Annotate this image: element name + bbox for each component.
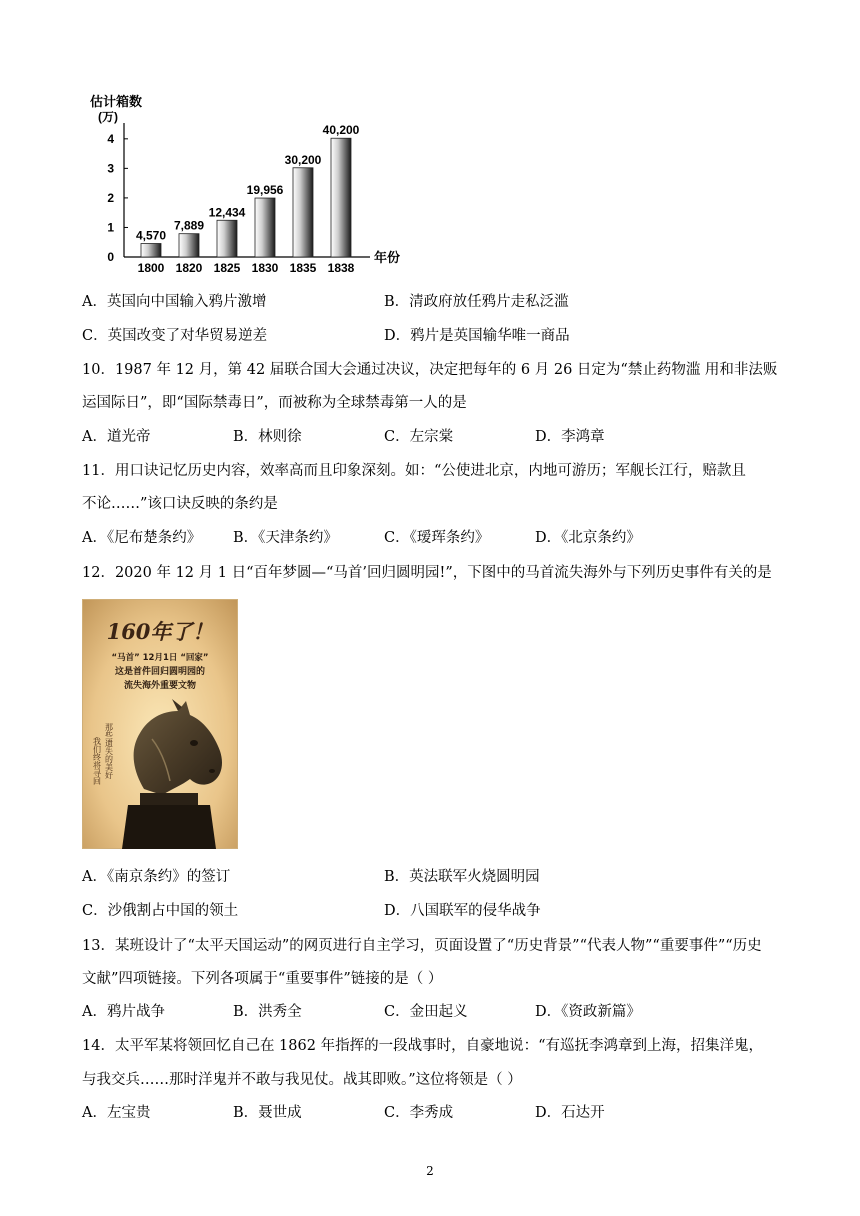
chart-y-ticks bbox=[107, 132, 128, 264]
q13-option-b[interactable]: B．洪秀全 bbox=[233, 1004, 302, 1020]
q13-option-c[interactable]: C．金田起义 bbox=[384, 1004, 468, 1020]
q11-option-c[interactable]: C．《瑷珲条约》 bbox=[384, 530, 490, 546]
q12-stem-line1: 12．2020 年 12 月 1 日“百年梦圆—“马首’回归圆明园!”，下图中的马首流失海外与下列历史事件有关的是 bbox=[82, 565, 772, 581]
q10-option-c[interactable]: C．左宗棠 bbox=[384, 429, 454, 445]
chart-y-tick-label: 1 bbox=[107, 220, 114, 235]
poster-side-text-left: 我们终将寻回 bbox=[92, 737, 102, 785]
q13-option-d[interactable]: D．《资政新篇》 bbox=[535, 1004, 641, 1020]
q14-option-c[interactable]: C．李秀成 bbox=[384, 1105, 454, 1121]
poster-subline-2: 这是首件回归圆明园的 bbox=[114, 667, 206, 677]
chart-value-label: 12,434 bbox=[208, 205, 246, 220]
chart-ylabel-line2: (万) bbox=[98, 110, 118, 124]
q12-option-c[interactable]: C．沙俄割占中国的领土 bbox=[82, 903, 239, 919]
q11-option-b[interactable]: B．《天津条约》 bbox=[233, 530, 338, 546]
q13-stem-line1: 13．某班设计了“太平天国运动”的网页进行自主学习，页面设置了“历史背景”“代表人物”“重要事件”“历史 bbox=[82, 938, 762, 954]
q14-option-a[interactable]: A．左宝贵 bbox=[82, 1105, 151, 1121]
q14-option-d[interactable]: D．石达开 bbox=[535, 1105, 605, 1121]
poster-headline: 160年了！ bbox=[106, 619, 214, 644]
chart-value-label: 30,200 bbox=[284, 152, 322, 167]
chart-x-tick-label: 1800 bbox=[137, 261, 165, 275]
chart-bar bbox=[141, 243, 161, 257]
q10-option-d[interactable]: D．李鸿章 bbox=[535, 429, 605, 445]
q10-option-b[interactable]: B．林则徐 bbox=[233, 429, 302, 445]
chart-y-tick-label: 4 bbox=[107, 131, 114, 146]
q14-option-b[interactable]: B．聂世成 bbox=[233, 1105, 302, 1121]
opium-import-bar-chart bbox=[80, 90, 420, 280]
q13-stem-line2: 文献”四项链接。下列各项属于“重要事件”链接的是（ ） bbox=[82, 971, 443, 987]
q10-stem-line2: 运国际日”，即“国际禁毒日”，而被称为全球禁毒第一人的是 bbox=[82, 395, 467, 411]
q11-stem-line2: 不论……”该口诀反映的条约是 bbox=[82, 496, 278, 512]
chart-bar bbox=[255, 198, 275, 257]
q11-stem-line1: 11．用口诀记忆历史内容，效率高而且印象深刻。如：“公使进北京，内地可游历；军舰长江行，赔款且 bbox=[82, 463, 746, 479]
chart-value-label: 4,570 bbox=[135, 228, 167, 243]
chart-x-tick-label: 1830 bbox=[251, 261, 279, 275]
chart-bar bbox=[331, 138, 351, 257]
chart-y-tick-label: 0 bbox=[107, 250, 114, 264]
chart-ylabel-line1: 估计箱数 bbox=[90, 94, 143, 109]
q13-option-a[interactable]: A．鸦片战争 bbox=[82, 1004, 165, 1020]
q14-stem-line1: 14．太平军某将领回忆自己在 1862 年指挥的一段战事时，自豪地说：“有巡抚李鸿章到上海，招集洋鬼， bbox=[82, 1038, 763, 1054]
q14-stem-line2: 与我交兵……那时洋鬼并不敢与我见仗。战其即败。”这位将领是（ ） bbox=[82, 1072, 522, 1088]
q9-option-d[interactable]: D．鸦片是英国输华唯一商品 bbox=[384, 328, 570, 344]
chart-value-label: 19,956 bbox=[246, 183, 284, 198]
chart-bar bbox=[179, 234, 199, 257]
chart-xlabel: 年份 bbox=[374, 250, 401, 265]
poster-side-text-right: 那些遗失的美好 bbox=[104, 723, 114, 779]
chart-x-tick-label: 1835 bbox=[289, 261, 317, 275]
chart-x-tick-label: 1820 bbox=[175, 261, 203, 275]
q11-option-d[interactable]: D．《北京条约》 bbox=[535, 530, 641, 546]
page-number: 2 bbox=[426, 1164, 434, 1178]
chart-y-tick-label: 2 bbox=[107, 190, 114, 205]
q12-option-d[interactable]: D．八国联军的侵华战争 bbox=[384, 903, 541, 919]
chart-bar bbox=[217, 220, 237, 257]
chart-bars bbox=[136, 123, 360, 257]
chart-x-tick-label: 1825 bbox=[213, 261, 241, 275]
poster-subline-3: 流失海外重要文物 bbox=[123, 681, 197, 691]
chart-x-ticks bbox=[138, 261, 355, 275]
chart-bar bbox=[293, 168, 313, 257]
chart-value-label: 40,200 bbox=[322, 123, 360, 138]
horse-head-poster-image bbox=[82, 599, 238, 849]
q9-option-c[interactable]: C．英国改变了对华贸易逆差 bbox=[82, 328, 268, 344]
q12-option-b[interactable]: B．英法联军火烧圆明园 bbox=[384, 869, 540, 885]
q10-stem-line1: 10．1987 年 12 月，第 42 届联合国大会通过决议，决定把每年的 6 月 26 日定为“禁止药物滥 用和非法贩 bbox=[82, 362, 778, 378]
poster-subline-1: “马首” 12月1日 “回家” bbox=[111, 653, 209, 663]
chart-x-tick-label: 1838 bbox=[327, 261, 355, 275]
q9-option-a[interactable]: A．英国向中国输入鸦片激增 bbox=[82, 294, 267, 310]
q12-option-a[interactable]: A．《南京条约》的签订 bbox=[82, 869, 231, 885]
q11-option-a[interactable]: A．《尼布楚条约》 bbox=[82, 530, 202, 546]
q9-option-b[interactable]: B．清政府放任鸦片走私泛滥 bbox=[384, 294, 569, 310]
q10-option-a[interactable]: A．道光帝 bbox=[82, 429, 151, 445]
chart-value-label: 7,889 bbox=[173, 218, 205, 233]
chart-y-tick-label: 3 bbox=[107, 161, 114, 176]
